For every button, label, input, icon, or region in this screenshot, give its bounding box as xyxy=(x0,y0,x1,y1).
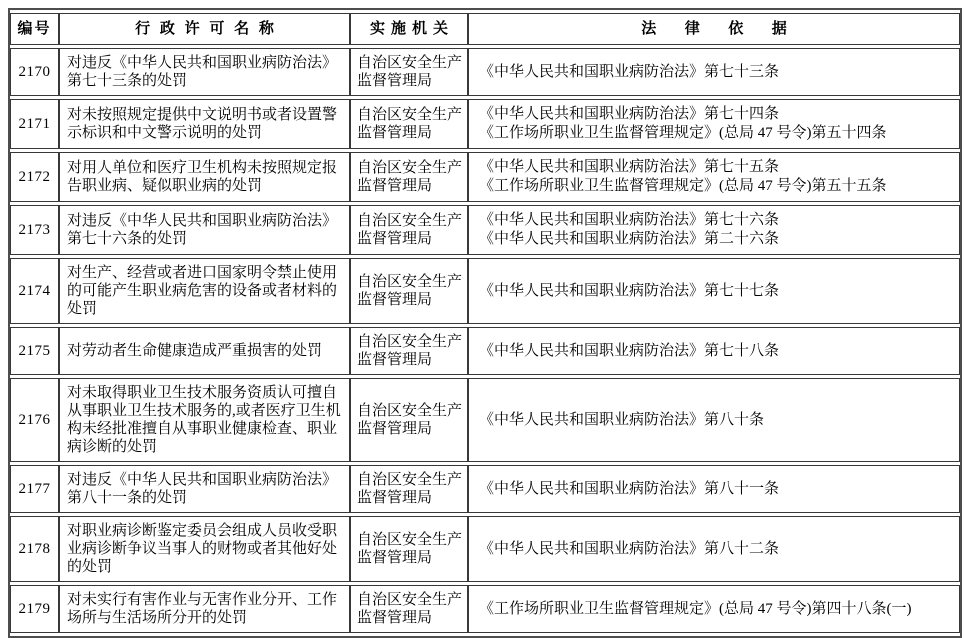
table-row xyxy=(10,152,960,202)
legal-basis-line: 《工作场所职业卫生监督管理规定》(总局 47 号令)第五十五条 xyxy=(479,178,887,194)
row-id-cell: 2176 xyxy=(10,378,59,462)
legal-basis-line: 《工作场所职业卫生监督管理规定》(总局 47 号令)第四十八条(一) xyxy=(479,600,912,617)
agency-cell: 自治区安全生产监督管理局 xyxy=(350,99,468,149)
table-row xyxy=(10,465,960,513)
table-row xyxy=(10,585,960,633)
row-id-cell: 2178 xyxy=(10,516,59,582)
permit-name-cell: 对未实行有害作业与无害作业分开、工作场所与生活场所分开的处罚 xyxy=(59,585,350,633)
legal-basis-line: 《中华人民共和国职业病防治法》第七十五条 xyxy=(479,159,780,175)
legal-basis-cell xyxy=(468,258,960,324)
table-row xyxy=(10,327,960,375)
permit-name-cell: 对劳动者生命健康造成严重损害的处罚 xyxy=(59,327,350,375)
header-agency: 实施机关 xyxy=(350,13,468,45)
legal-basis-line: 《中华人民共和国职业病防治法》第七十八条 xyxy=(479,342,780,359)
row-id-cell: 2179 xyxy=(10,585,59,633)
agency-cell: 自治区安全生产监督管理局 xyxy=(350,516,468,582)
legal-basis-cell xyxy=(468,152,960,202)
legal-basis-line: 《工作场所职业卫生监督管理规定》(总局 47 号令)第五十四条 xyxy=(479,125,887,141)
table-row xyxy=(10,258,960,324)
legal-basis-line: 《中华人民共和国职业病防治法》第八十二条 xyxy=(479,540,780,557)
agency-cell: 自治区安全生产监督管理局 xyxy=(350,152,468,202)
legal-basis-cell xyxy=(468,465,960,513)
header-row xyxy=(10,13,960,45)
permit-name-cell: 对未取得职业卫生技术服务资质认可擅自从事职业卫生技术服务的,或者医疗卫生机构未经批准擅自从事职业健康检查、职业病诊断的处罚 xyxy=(59,378,350,462)
agency-cell: 自治区安全生产监督管理局 xyxy=(350,327,468,375)
permit-name-cell: 对未按照规定提供中文说明书或者设置警示标识和中文警示说明的处罚 xyxy=(59,99,350,149)
legal-basis-cell xyxy=(468,99,960,149)
table-body xyxy=(10,48,960,633)
legal-basis-line: 《中华人民共和国职业病防治法》第八十条 xyxy=(479,411,765,428)
row-id-cell: 2170 xyxy=(10,48,59,96)
legal-basis-cell xyxy=(468,516,960,582)
permit-name-cell: 对违反《中华人民共和国职业病防治法》第七十三条的处罚 xyxy=(59,48,350,96)
legal-basis-line: 《中华人民共和国职业病防治法》第七十四条 xyxy=(479,106,780,122)
legal-basis-line: 《中华人民共和国职业病防治法》第二十六条 xyxy=(479,231,780,247)
permit-name-cell: 对违反《中华人民共和国职业病防治法》第八十一条的处罚 xyxy=(59,465,350,513)
agency-cell: 自治区安全生产监督管理局 xyxy=(350,205,468,255)
header-permit-name: 行政许可名称 xyxy=(59,13,350,45)
agency-cell: 自治区安全生产监督管理局 xyxy=(350,48,468,96)
row-id-cell: 2175 xyxy=(10,327,59,375)
table-row xyxy=(10,378,960,462)
row-id-cell: 2172 xyxy=(10,152,59,202)
legal-basis-cell xyxy=(468,585,960,633)
legal-basis-cell xyxy=(468,378,960,462)
row-id-cell: 2177 xyxy=(10,465,59,513)
legal-basis-line: 《中华人民共和国职业病防治法》第七十七条 xyxy=(479,282,780,299)
legal-basis-cell xyxy=(468,205,960,255)
agency-cell: 自治区安全生产监督管理局 xyxy=(350,258,468,324)
table-row xyxy=(10,99,960,149)
legal-basis-line: 《中华人民共和国职业病防治法》第七十六条 xyxy=(479,212,780,228)
legal-basis-line: 《中华人民共和国职业病防治法》第八十一条 xyxy=(479,480,780,497)
row-id-cell: 2173 xyxy=(10,205,59,255)
permit-name-cell: 对用人单位和医疗卫生机构未按照规定报告职业病、疑似职业病的处罚 xyxy=(59,152,350,202)
legal-basis-cell xyxy=(468,48,960,96)
legal-basis-line: 《中华人民共和国职业病防治法》第七十三条 xyxy=(479,63,780,80)
permit-name-cell: 对违反《中华人民共和国职业病防治法》第七十六条的处罚 xyxy=(59,205,350,255)
administrative-permits-table xyxy=(8,8,962,638)
header-legal-basis: 法律依据 xyxy=(468,13,960,45)
permit-name-cell: 对职业病诊断鉴定委员会组成人员收受职业病诊断争议当事人的财物或者其他好处的处罚 xyxy=(59,516,350,582)
legal-basis-cell xyxy=(468,327,960,375)
agency-cell: 自治区安全生产监督管理局 xyxy=(350,585,468,633)
table-row xyxy=(10,516,960,582)
agency-cell: 自治区安全生产监督管理局 xyxy=(350,378,468,462)
header-id: 编号 xyxy=(10,13,59,45)
table-row xyxy=(10,48,960,96)
permit-name-cell: 对生产、经营或者进口国家明令禁止使用的可能产生职业病危害的设备或者材料的处罚 xyxy=(59,258,350,324)
row-id-cell: 2174 xyxy=(10,258,59,324)
agency-cell: 自治区安全生产监督管理局 xyxy=(350,465,468,513)
table-row xyxy=(10,205,960,255)
row-id-cell: 2171 xyxy=(10,99,59,149)
